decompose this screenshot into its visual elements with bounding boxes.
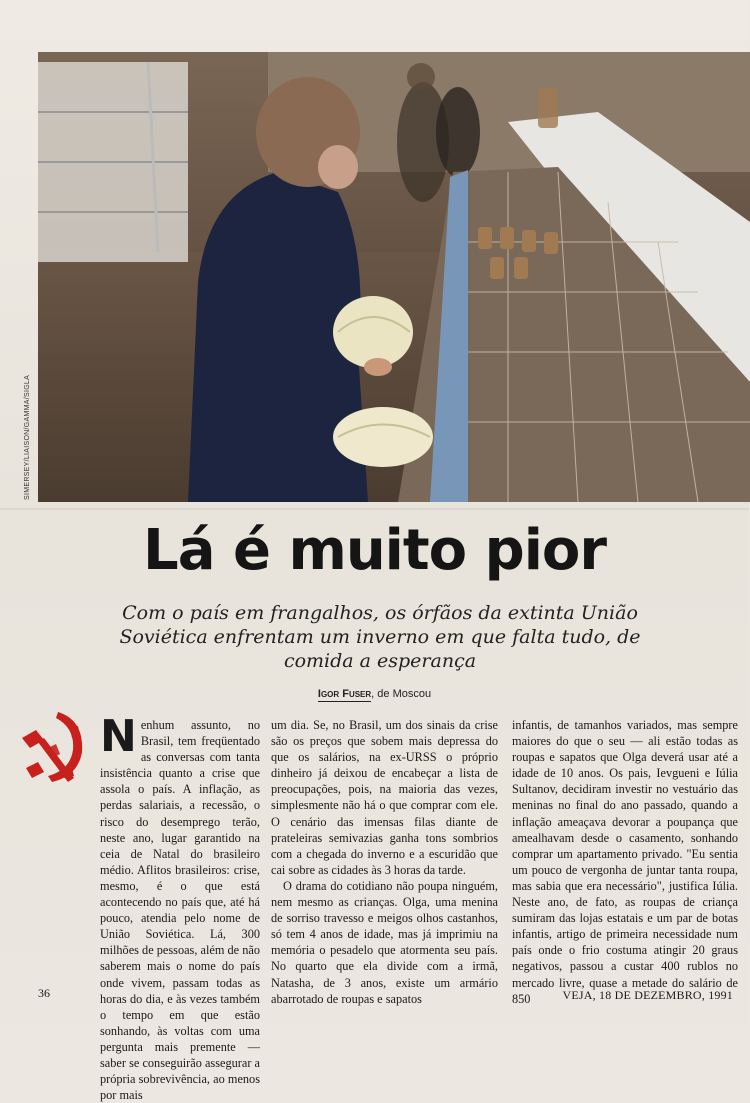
article-title: Lá é muito pior: [143, 518, 606, 583]
article-subtitle: Com o país em frangalhos, os órfãos da extinta União Soviética enfrentam um inverno em que falta tudo, de comida a esperança: [119, 602, 641, 672]
page-fold: [0, 508, 749, 510]
article-photo: [38, 52, 750, 502]
byline-author: Igor Fuser: [317, 688, 372, 700]
column-1-text: enhum assunto, no Brasil, tem freqüentado as conversas com tanta insistência quanto a crise que assola o país. A inflação, as perdas salariais, a recessão, o risco do desemprego terão, neste ano, lugar garantido na ceia de Natal do brasileiro médio. Aflitos brasileiros: crise, mesmo, é o que está acontecendo no país que, até há pouco, atendia pelo nome de União Soviética. Lá, 300 milhões de pessoas, além de não saberem mais o nome do país onde vivem, passam todas as horas do dia, e às vezes também o tempo em que estão sonhando, às voltas com uma pergunta mais premente — saber se conseguirão assegurar a própria sobrevivência, ao menos por mais: [100, 718, 260, 1103]
byline-place: , de Moscou: [371, 688, 432, 700]
store-scene-illustration: [38, 52, 750, 502]
column-2-paragraph-1: um dia. Se, no Brasil, um dos sinais da crise são os preços que sobem mais depressa do que os salários, na ex-URSS o próprio dinheiro já deixou de encabeçar a lista de preocupações, pois, na maioria das vezes, simplesmente não há o que comprar com ele. O cenário das imensas filas diante de prateleiras semivazias ganha tons sombrios com a chegada do inverno e a escuridão que cai sobre as cidades às 3 horas da tarde.: [271, 718, 498, 877]
body-column-2: [271, 717, 498, 1006]
column-3-text: infantis, de tamanhos variados, mas sempre maiores do que o seu — ali estão todas as roupas e sapatos que Olga deverá usar até a idade de 10 anos. Os pais, Ievgueni e Iúlia Sultanov, decidiram investir no vestuário das meninas no final do ano passado, quando a inflação ameaçava devorar a poupança que amealhavam desde o casamento, sonhando comprar um apartamento privado. "Eu sentia um pouco de vergonha de juntar tanta roupa, mas sabia que era necessário", justifica Iúlia. Neste ano, de fato, as roupas de criança sumiram das lojas estatais e um par de botas infantis, artigo de primeira necessidade num país onde o frio costuma atingir 20 graus negativos, passou a custar 400 rublos no mercado livre, quase a metade do salário de 850: [512, 718, 738, 1006]
byline: [0, 688, 749, 700]
page-number: 36: [38, 986, 50, 1000]
column-2-paragraph-2: O drama do cotidiano não poupa ninguém, nem mesmo as crianças. Olga, uma menina de sorriso travesso e meigos olhos castanhos, só tem 4 anos de idade, mas já imprimiu na memória o pesadelo que atormenta seu país. No quarto que ela divide com a irmã, Natasha, de 3 anos, existe um armário abarrotado de roupas e sapatos: [271, 878, 498, 1006]
body-column-1: [100, 711, 260, 1103]
photo-credit: SIMERSEY/LIAISON/GAMMA/SIGLA: [24, 374, 31, 500]
hammer-sickle-icon: [18, 708, 92, 788]
drop-cap: N: [100, 711, 137, 762]
issue-date: VEJA, 18 DE DEZEMBRO, 1991: [562, 988, 733, 1002]
